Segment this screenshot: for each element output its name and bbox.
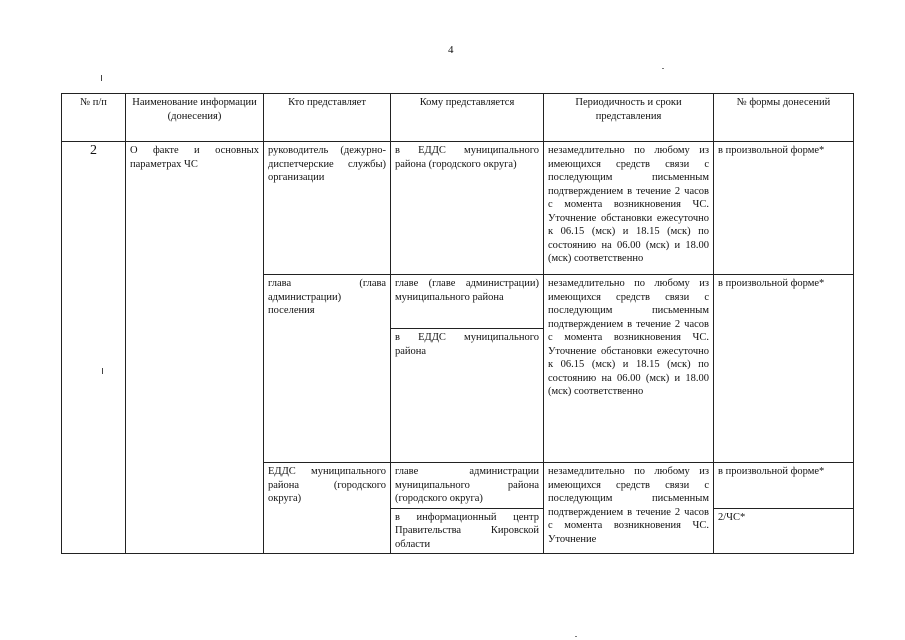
header-who: Кто представляет xyxy=(264,94,391,142)
header-period: Периодичность и сроки представления xyxy=(544,94,714,142)
to-cell: в ЕДДС муниципального района (городского округа) xyxy=(391,142,544,275)
scan-speck xyxy=(575,636,577,637)
report-table xyxy=(61,93,854,554)
row-number: 2 xyxy=(62,142,126,554)
table-header-row xyxy=(62,94,854,142)
form-cell: в произвольной форме* xyxy=(714,463,854,509)
scan-speck xyxy=(101,75,102,81)
to-cell: в ЕДДС муниципального района xyxy=(391,329,544,463)
period-cell: незамедлительно по любому из имеющихся средств связи с последующим письменным подтверждением в течение 2 часов с момента возникновения ЧС. Уточнение обстановки ежесуточно к 06.15 (мск) и 18.15 (мск) по состоянию на 06.00 (мск) и 18.00 (мск) соответственно xyxy=(544,275,714,463)
scan-speck xyxy=(662,68,664,69)
to-cell: главе (главе администрации) муниципального района xyxy=(391,275,544,329)
table-row xyxy=(62,142,854,275)
header-to-whom: Кому представляется xyxy=(391,94,544,142)
header-no: № п/п xyxy=(62,94,126,142)
who-cell: руководитель (дежурно-диспетчерские службы) организации xyxy=(264,142,391,275)
form-cell: в произвольной форме* xyxy=(714,275,854,463)
to-cell: главе администрации муниципального района (городского округа) xyxy=(391,463,544,509)
header-name: Наименование информации (донесения) xyxy=(126,94,264,142)
who-cell: глава (глава администрации) поселения xyxy=(264,275,391,463)
who-cell: ЕДДС муниципального района (городского округа) xyxy=(264,463,391,554)
form-cell: в произвольной форме* xyxy=(714,142,854,275)
period-cell: незамедлительно по любому из имеющихся средств связи с последующим письменным подтверждением в течение 2 часов с момента возникновения ЧС. Уточнение обстановки ежесуточно к 06.15 (мск) и 18.15 (мск) по состоянию на 06.00 (мск) и 18.00 (мск) соответственно xyxy=(544,142,714,275)
info-name: О факте и основных параметрах ЧС xyxy=(126,142,264,554)
header-form: № формы донесений xyxy=(714,94,854,142)
to-cell: в информационный центр Правительства Кировской области xyxy=(391,508,544,554)
form-cell: 2/ЧС* xyxy=(714,508,854,554)
page-number: 4 xyxy=(448,44,454,56)
period-cell: незамедлительно по любому из имеющихся средств связи с последующим письменным подтверждением в течение 2 часов с момента возникновения ЧС. Уточнение xyxy=(544,463,714,554)
